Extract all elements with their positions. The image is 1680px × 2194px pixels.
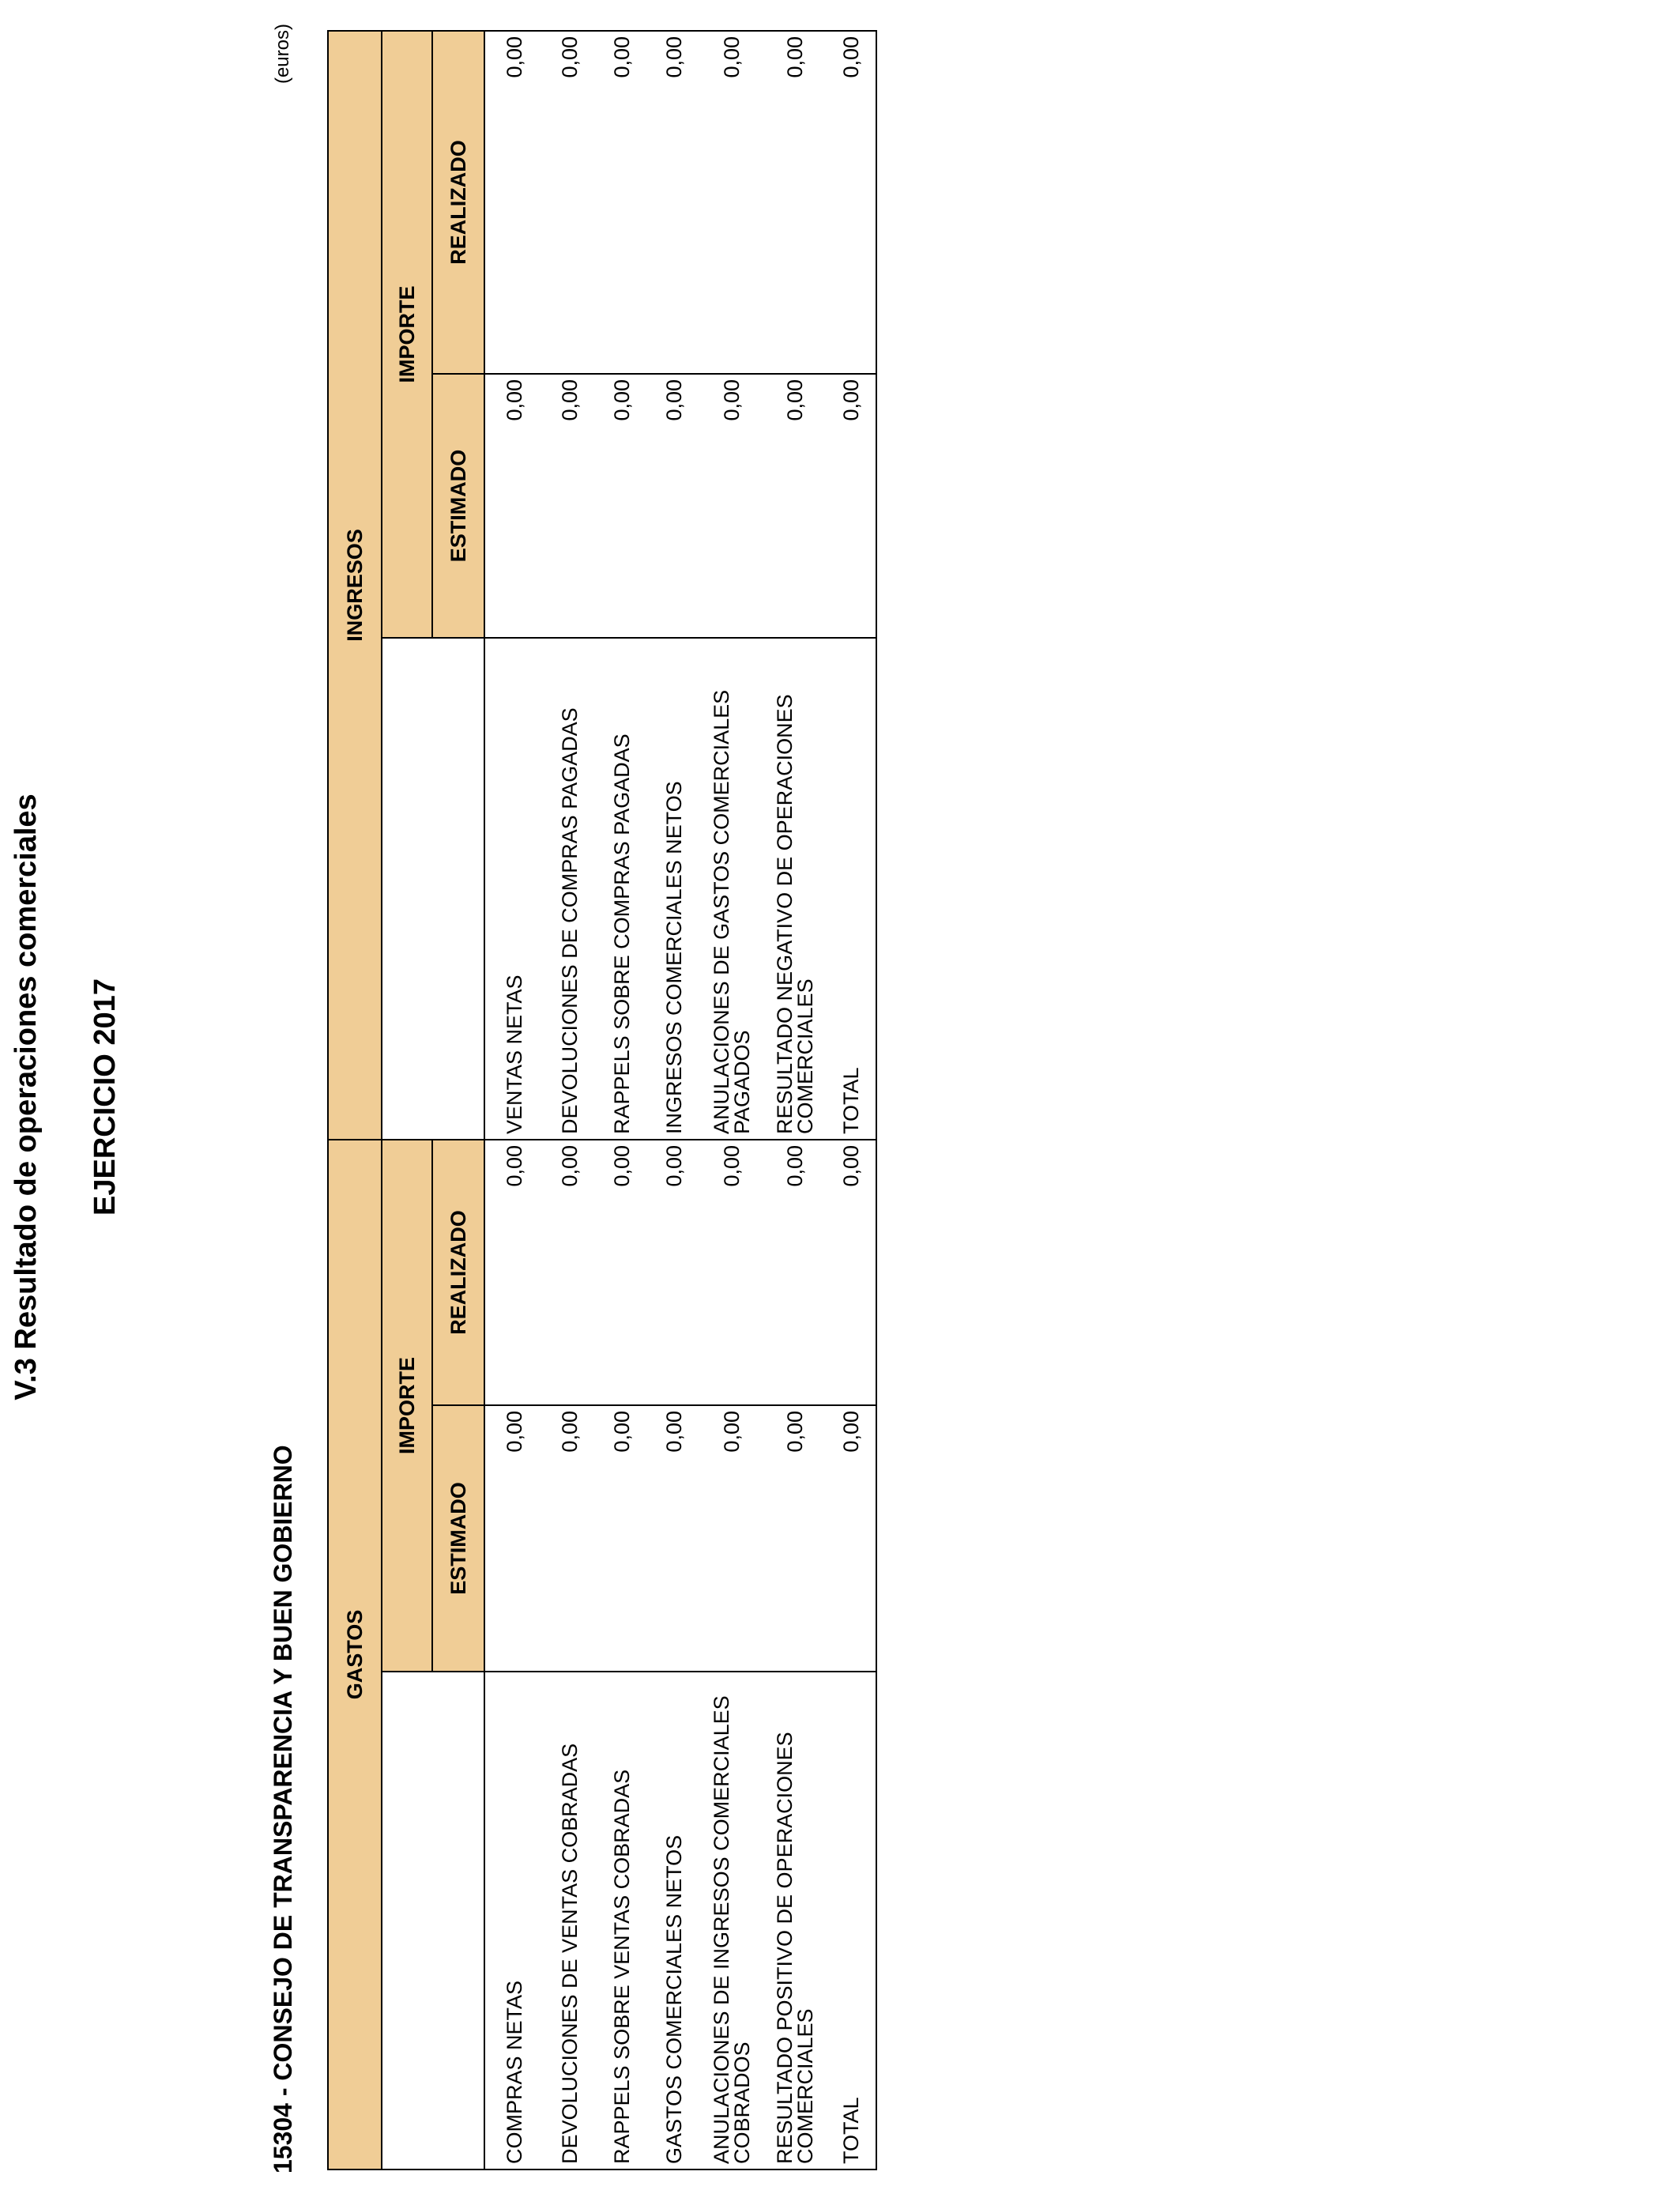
gastos-realizado-value: 0,00 [763,1140,827,1405]
ingresos-estimado-value: 0,00 [648,374,700,638]
ingresos-estimado-header: ESTIMADO [432,374,484,638]
ingresos-estimado-value: 0,00 [596,374,648,638]
gastos-realizado-value: 0,00 [484,1140,544,1405]
table-row [700,31,763,2169]
gastos-realizado-value: 0,00 [648,1140,700,1405]
page-title: V.3 Resultado de operaciones comerciales [9,794,43,1400]
gastos-realizado-value: 0,00 [544,1140,596,1405]
gastos-realizado-header: REALIZADO [432,1140,484,1405]
table-row [763,31,827,2169]
ingresos-realizado-value: 0,00 [484,31,544,374]
ingresos-estimado-value: 0,00 [544,374,596,638]
units-label: (euros) [272,24,293,85]
gastos-total-estimado: 0,00 [827,1405,876,1672]
ingresos-realizado-value: 0,00 [544,31,596,374]
gastos-estimado-value: 0,00 [700,1405,763,1672]
ingresos-total-realizado: 0,00 [827,31,876,374]
ingresos-realizado-header: REALIZADO [432,31,484,374]
gastos-concept: RESULTADO POSITIVO DE OPERACIONES COMERCIALES [763,1672,827,2169]
gastos-estimado-header: ESTIMADO [432,1405,484,1672]
gastos-total-realizado: 0,00 [827,1140,876,1405]
table-row [484,31,544,2169]
ingresos-estimado-value: 0,00 [700,374,763,638]
gastos-header: GASTOS [328,1140,382,2169]
gastos-estimado-value: 0,00 [544,1405,596,1672]
ingresos-importe-header: IMPORTE [382,31,432,638]
ingresos-realizado-value: 0,00 [763,31,827,374]
ingresos-realizado-value: 0,00 [648,31,700,374]
operations-table [327,30,877,2170]
gastos-concept-header [382,1672,484,2169]
table-row [648,31,700,2169]
table-row-total [827,31,876,2169]
ingresos-concept: RESULTADO NEGATIVO DE OPERACIONES COMERCIALES [763,638,827,1140]
gastos-estimado-value: 0,00 [648,1405,700,1672]
ingresos-concept: DEVOLUCIONES DE COMPRAS PAGADAS [544,638,596,1140]
gastos-total-label: TOTAL [827,1672,876,2169]
gastos-estimado-value: 0,00 [763,1405,827,1672]
gastos-concept: ANULACIONES DE INGRESOS COMERCIALES COBRADOS [700,1672,763,2169]
gastos-realizado-value: 0,00 [700,1140,763,1405]
ingresos-concept: VENTAS NETAS [484,638,544,1140]
gastos-concept: DEVOLUCIONES DE VENTAS COBRADAS [544,1672,596,2169]
ingresos-header: INGRESOS [328,31,382,1140]
page-subtitle: EJERCICIO 2017 [89,978,122,1216]
ingresos-total-estimado: 0,00 [827,374,876,638]
ingresos-concept-header [382,638,484,1140]
gastos-concept: RAPPELS SOBRE VENTAS COBRADAS [596,1672,648,2169]
ingresos-estimado-value: 0,00 [763,374,827,638]
table-row [596,31,648,2169]
ingresos-realizado-value: 0,00 [596,31,648,374]
ingresos-concept: INGRESOS COMERCIALES NETOS [648,638,700,1140]
table-row [544,31,596,2169]
gastos-concept: GASTOS COMERCIALES NETOS [648,1672,700,2169]
gastos-realizado-value: 0,00 [596,1140,648,1405]
gastos-concept: COMPRAS NETAS [484,1672,544,2169]
gastos-estimado-value: 0,00 [596,1405,648,1672]
ingresos-realizado-value: 0,00 [700,31,763,374]
gastos-estimado-value: 0,00 [484,1405,544,1672]
entity-heading: 15304 - CONSEJO DE TRANSPARENCIA Y BUEN GOBIERNO [269,1445,297,2173]
gastos-importe-header: IMPORTE [382,1140,432,1672]
ingresos-estimado-value: 0,00 [484,374,544,638]
ingresos-concept: ANULACIONES DE GASTOS COMERCIALES PAGADOS [700,638,763,1140]
ingresos-concept: RAPPELS SOBRE COMPRAS PAGADAS [596,638,648,1140]
ingresos-total-label: TOTAL [827,638,876,1140]
